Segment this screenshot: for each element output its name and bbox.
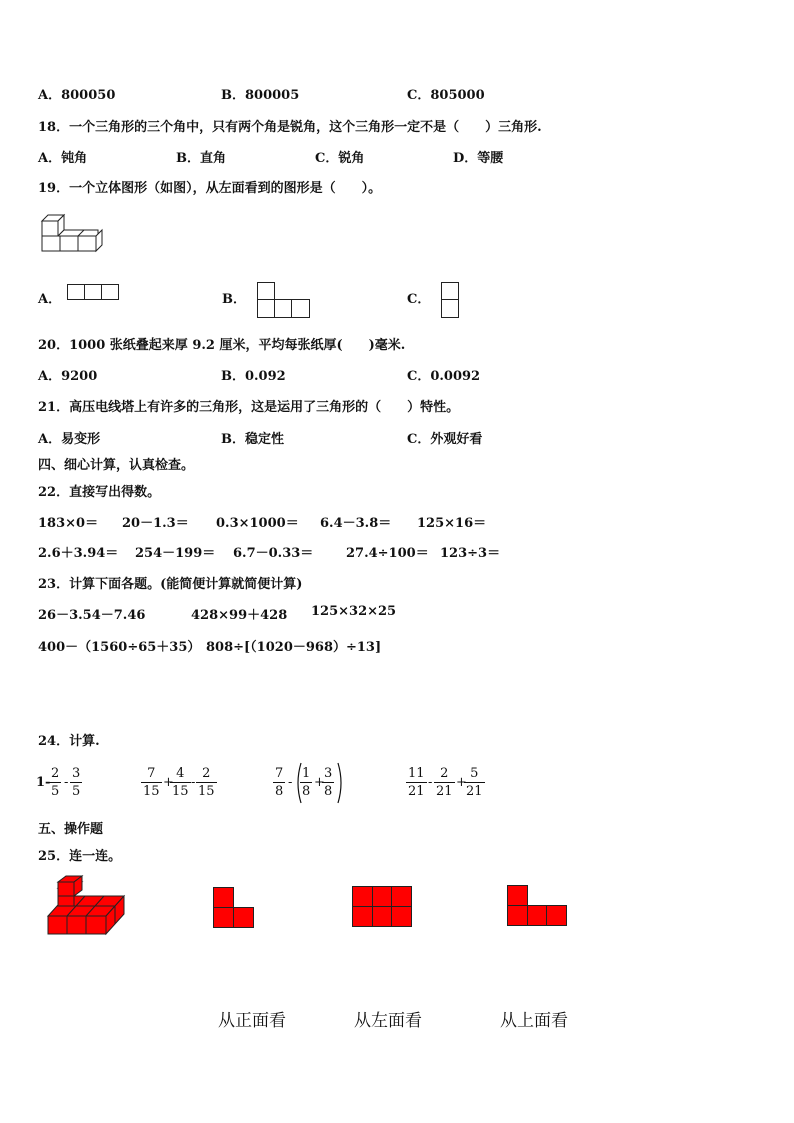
q21-question: 21．高压电线塔上有许多的三角形，这是运用了三角形的（ ）特性。 <box>38 400 460 415</box>
q22-item: 27.4÷100＝ <box>346 546 429 561</box>
q19-option-c-figure <box>441 282 460 319</box>
q20-question: 20．1000 张纸叠起来厚 9.2 厘米，平均每张纸厚( )毫米. <box>38 338 406 353</box>
q24-e1-op: - <box>64 775 69 790</box>
q19-solid-figure <box>40 212 102 254</box>
q24-e2-frac2: $\frac{4}{15}$ <box>172 766 189 799</box>
q24-e3-frac1: $\frac{7}{8}$ <box>275 766 284 799</box>
q23-item: 26－3.54－7.46 <box>38 608 146 623</box>
q24-e1-lead: 1- <box>36 775 51 790</box>
q25-view-figure-2 <box>352 886 413 928</box>
q24-e2-op1: + <box>163 775 174 790</box>
q25-view-figure-1 <box>213 887 255 929</box>
q24-e4-op2: + <box>456 775 467 790</box>
q21-option-a: A．易变形 <box>38 432 101 447</box>
q20-option-a: A．9200 <box>38 369 98 384</box>
q22-item: 6.4－3.8＝ <box>320 516 392 531</box>
q24-e3-right-paren <box>337 762 345 804</box>
q23-item: 808÷[（1020－968）÷13] <box>206 640 382 655</box>
q17-option-b: B．800005 <box>221 88 300 103</box>
q18-question: 18．一个三角形的三个角中，只有两个角是锐角，这个三角形一定不是（ ）三角形. <box>38 120 542 135</box>
q19-option-a: A． <box>38 292 62 307</box>
q24-e3-frac2: $\frac{1}{8}$ <box>302 766 311 799</box>
q24-e4-op1: - <box>428 775 433 790</box>
q21-option-b: B．稳定性 <box>221 432 284 447</box>
q25-view-figure-3 <box>507 885 568 927</box>
q24-e3-frac3: $\frac{3}{8}$ <box>324 766 333 799</box>
q22-item: 0.3×1000＝ <box>216 516 299 531</box>
section-4-title: 四、细心计算，认真检查。 <box>38 458 195 473</box>
q18-option-d: D．等腰 <box>453 151 504 166</box>
q24-e1-frac1: $\frac{2}{5}$ <box>51 766 60 799</box>
q22-item: 6.7－0.33＝ <box>233 546 314 561</box>
q24-e3-op: - <box>288 775 293 790</box>
q25-red-solid-figure <box>46 874 126 936</box>
q24-question: 24．计算. <box>38 734 100 749</box>
q22-item: 125×16＝ <box>417 516 487 531</box>
q18-option-a: A．钝角 <box>38 151 88 166</box>
q17-option-c: C．805000 <box>407 88 485 103</box>
q24-e4-frac3: $\frac{5}{21}$ <box>466 766 483 799</box>
q19-question: 19．一个立体图形（如图），从左面看到的图形是（ ）。 <box>38 181 382 196</box>
q24-e2-op2: - <box>191 775 196 790</box>
q23-item: 428×99＋428 <box>191 608 288 623</box>
q20-option-c: C．0.0092 <box>407 369 481 384</box>
section-5-title: 五、操作题 <box>38 822 104 837</box>
q25-label-left: 从左面看 <box>354 1011 422 1031</box>
q22-question: 22．直接写出得数。 <box>38 485 161 500</box>
q19-option-a-figure <box>67 284 119 301</box>
q22-item: 254－199＝ <box>135 546 216 561</box>
q18-option-b: B．直角 <box>176 151 226 166</box>
q18-option-c: C．锐角 <box>315 151 365 166</box>
q22-item: 183×0＝ <box>38 516 99 531</box>
q20-option-b: B．0.092 <box>221 369 286 384</box>
q19-option-b: B． <box>222 292 246 307</box>
q24-e2-frac1: $\frac{7}{15}$ <box>143 766 160 799</box>
q22-item: 20－1.3＝ <box>122 516 189 531</box>
q17-option-a: A．800050 <box>38 88 116 103</box>
q19-option-c: C． <box>407 292 431 307</box>
q24-e2-frac3: $\frac{2}{15}$ <box>198 766 215 799</box>
q24-e4-frac2: $\frac{2}{21}$ <box>436 766 453 799</box>
q24-e4-frac1: $\frac{11}{21}$ <box>408 766 425 799</box>
q19-option-b-figure <box>257 282 311 319</box>
q23-question: 23．计算下面各题。(能简便计算就简便计算) <box>38 577 303 592</box>
q23-item: 125×32×25 <box>311 604 397 619</box>
q25-label-front: 从正面看 <box>218 1011 286 1031</box>
q22-item: 123÷3＝ <box>440 546 501 561</box>
q23-item: 400－（1560÷65＋35） <box>38 640 201 655</box>
q25-question: 25．连一连。 <box>38 849 122 864</box>
q22-item: 2.6＋3.94＝ <box>38 546 119 561</box>
q25-label-top: 从上面看 <box>500 1011 568 1031</box>
q24-e1-frac2: $\frac{3}{5}$ <box>72 766 81 799</box>
q24-e3-op2: + <box>314 775 325 790</box>
q21-option-c: C．外观好看 <box>407 432 483 447</box>
